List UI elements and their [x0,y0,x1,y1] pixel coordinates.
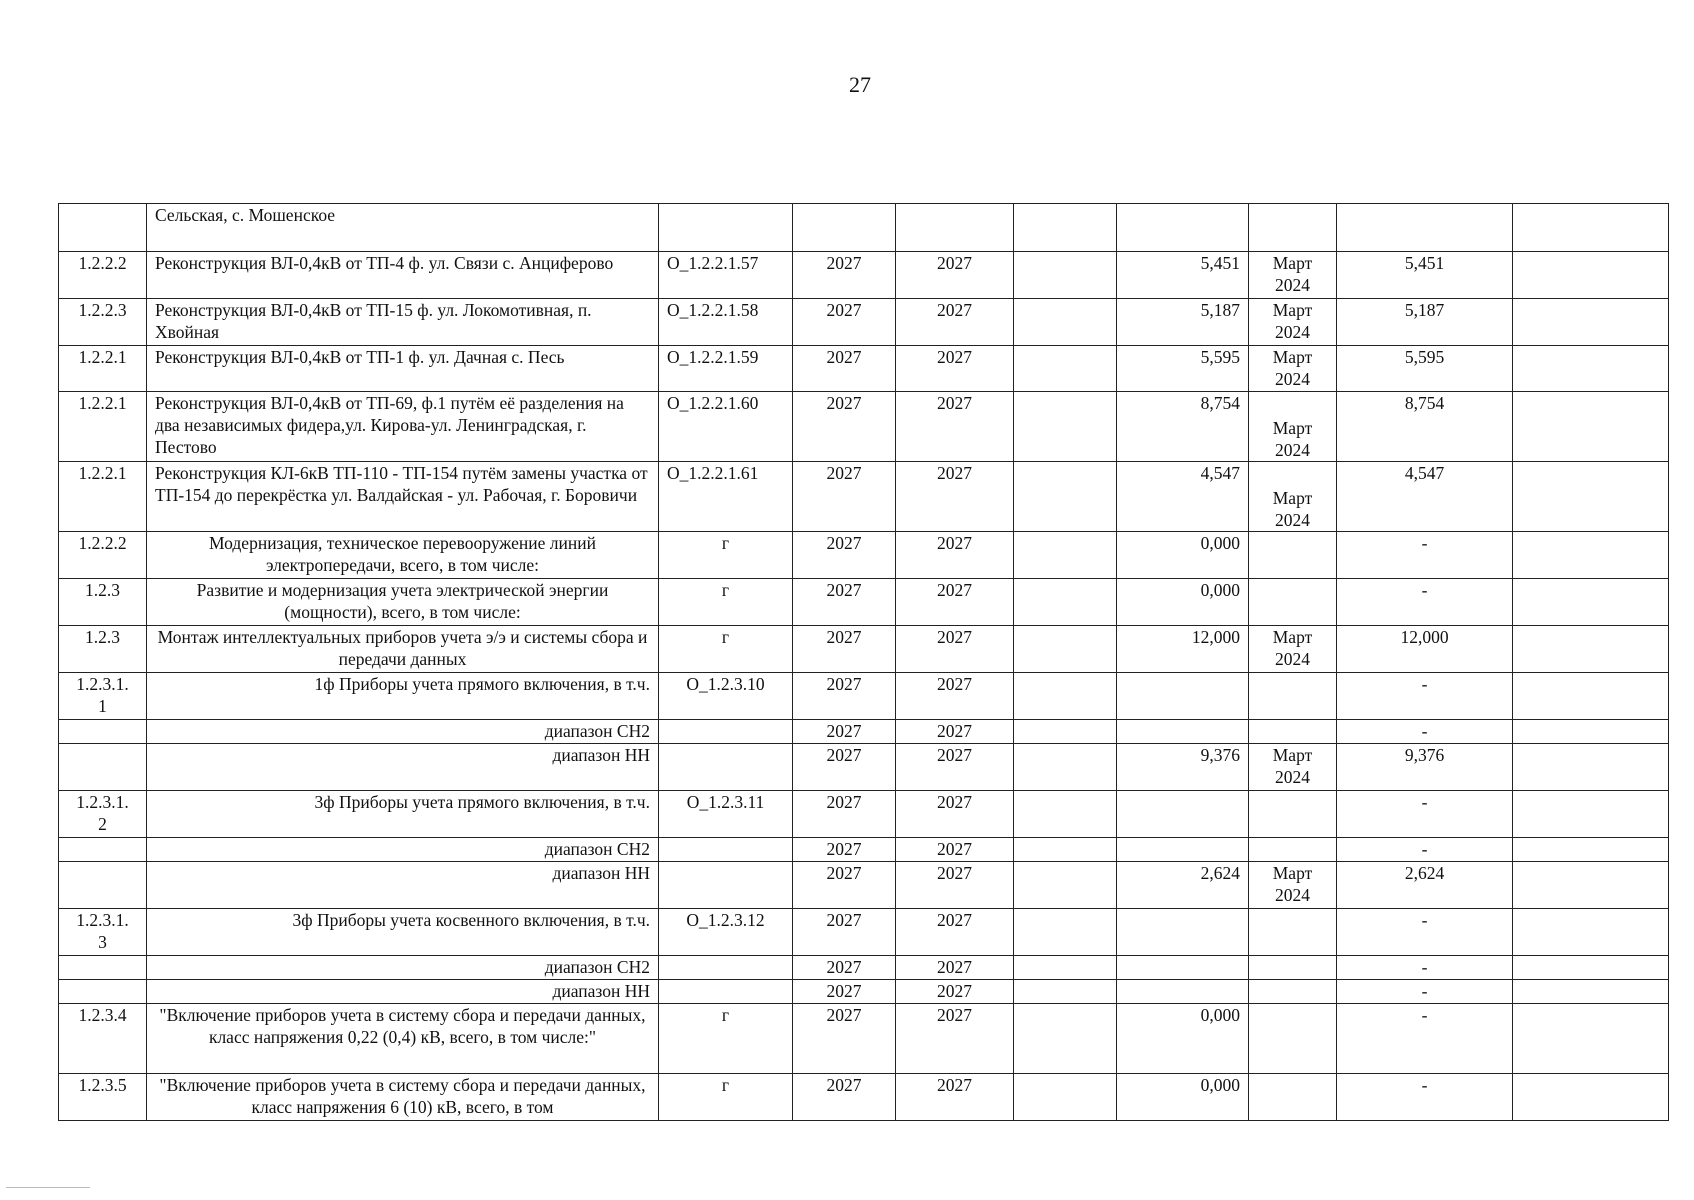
cell-cost: 8,754 [1117,392,1249,462]
cell-end-year: 2027 [896,862,1014,909]
cell-empty [1014,252,1117,299]
cell-project-name: Реконструкция ВЛ-0,4кВ от ТП-15 ф. ул. Локомотивная, п. Хвойная [147,299,659,346]
cell-end-year: 2027 [896,579,1014,626]
cell-project-name: Реконструкция ВЛ-0,4кВ от ТП-4 ф. ул. Связи с. Анциферово [147,252,659,299]
cell-empty [1014,626,1117,673]
cell-item-number [59,838,147,862]
cell-end-year: 2027 [896,346,1014,392]
cell-project-name: диапазон СН2 [147,720,659,744]
cell-price-date [1249,1074,1337,1121]
cell-cost: 12,000 [1117,626,1249,673]
cell-cost: 0,000 [1117,532,1249,579]
cell-project-code: г [659,1004,793,1074]
cell-item-number: 1.2.2.2 [59,532,147,579]
cell-start-year: 2027 [793,1004,896,1074]
cell-empty [1513,299,1669,346]
cell-total: 8,754 [1337,392,1513,462]
cell-project-code: г [659,1074,793,1121]
cell-empty [1513,673,1669,720]
cell-item-number [59,744,147,791]
cell-start-year: 2027 [793,791,896,838]
cell-empty [1014,392,1117,462]
cell-empty [1014,720,1117,744]
table-row [59,462,1669,532]
cell-project-name: Реконструкция ВЛ-0,4кВ от ТП-69, ф.1 путём её разделения на два независимых фидера,ул. Кирова-ул. Ленинградская, г. Пестово [147,392,659,462]
cell-empty [1513,720,1669,744]
cell-end-year: 2027 [896,744,1014,791]
cell-empty [1014,673,1117,720]
cell-project-name: Реконструкция ВЛ-0,4кВ от ТП-1 ф. ул. Дачная с. Песь [147,346,659,392]
cell-total: 4,547 [1337,462,1513,532]
cell-total: - [1337,980,1513,1004]
cell-empty [1014,462,1117,532]
cell-project-name: диапазон СН2 [147,838,659,862]
cell-empty [1513,204,1669,252]
cell-cost: 2,624 [1117,862,1249,909]
cell-project-name: Реконструкция КЛ-6кВ ТП-110 - ТП-154 путём замены участка от ТП-154 до перекрёстка ул. Валдайская - ул. Рабочая, г. Боровичи [147,462,659,532]
table-row [59,909,1669,956]
cell-item-number: 1.2.3.5 [59,1074,147,1121]
cell-cost: 0,000 [1117,579,1249,626]
cell-empty [1014,956,1117,980]
cell-empty [1513,346,1669,392]
cell-empty [1014,204,1117,252]
cell-project-name: "Включение приборов учета в систему сбора и передачи данных, класс напряжения 6 (10) кВ, всего, в том [147,1074,659,1121]
cell-price-date [1249,1004,1337,1074]
cell-project-name: диапазон НН [147,980,659,1004]
table-row [59,346,1669,392]
table-row [59,299,1669,346]
cell-project-code: О_1.2.2.1.59 [659,346,793,392]
cell-start-year: 2027 [793,346,896,392]
cell-item-number [59,956,147,980]
cell-empty [1513,1074,1669,1121]
cell-cost: 0,000 [1117,1004,1249,1074]
cell-item-number: 1.2.3.1. 3 [59,909,147,956]
cell-empty [1014,744,1117,791]
cell-start-year [793,204,896,252]
cell-project-code: О_1.2.3.10 [659,673,793,720]
cell-project-code [659,744,793,791]
cell-project-code [659,204,793,252]
cell-end-year: 2027 [896,956,1014,980]
cell-end-year: 2027 [896,392,1014,462]
cell-empty [1014,346,1117,392]
cell-price-date [1249,956,1337,980]
cell-item-number: 1.2.2.1 [59,392,147,462]
cell-empty [1513,791,1669,838]
cell-project-code: О_1.2.2.1.61 [659,462,793,532]
cell-empty [1513,392,1669,462]
cell-price-date [1249,204,1337,252]
cell-price-date [1249,673,1337,720]
cell-end-year: 2027 [896,909,1014,956]
table-row [59,532,1669,579]
cell-cost [1117,980,1249,1004]
cell-item-number: 1.2.3.1. 2 [59,791,147,838]
cell-item-number: 1.2.3.1. 1 [59,673,147,720]
cell-total: - [1337,791,1513,838]
cell-end-year: 2027 [896,980,1014,1004]
cell-total: 2,624 [1337,862,1513,909]
cell-start-year: 2027 [793,744,896,791]
cell-cost [1117,720,1249,744]
table-row [59,791,1669,838]
cell-total: 5,187 [1337,299,1513,346]
cell-empty [1513,252,1669,299]
cell-empty [1513,1004,1669,1074]
cell-cost [1117,673,1249,720]
cell-project-name: Развитие и модернизация учета электрической энергии (мощности), всего, в том числе: [147,579,659,626]
cell-total: - [1337,956,1513,980]
table-row [59,1074,1669,1121]
cell-item-number: 1.2.2.1 [59,462,147,532]
cell-cost [1117,909,1249,956]
cell-end-year: 2027 [896,462,1014,532]
cell-end-year: 2027 [896,626,1014,673]
cell-end-year: 2027 [896,532,1014,579]
cell-empty [1014,980,1117,1004]
cell-empty [1513,462,1669,532]
cell-price-date: Март 2024 [1249,744,1337,791]
cell-empty [1014,1074,1117,1121]
cell-project-code: О_1.2.2.1.60 [659,392,793,462]
cell-price-date: Март 2024 [1249,252,1337,299]
cell-item-number: 1.2.3.4 [59,1004,147,1074]
cell-total [1337,204,1513,252]
cell-empty [1014,838,1117,862]
table-row [59,862,1669,909]
cell-item-number: 1.2.3 [59,626,147,673]
cell-project-code [659,980,793,1004]
cell-price-date [1249,720,1337,744]
cell-project-code: г [659,626,793,673]
cell-total: - [1337,1074,1513,1121]
cell-cost: 5,451 [1117,252,1249,299]
cell-total: 9,376 [1337,744,1513,791]
cell-total: - [1337,579,1513,626]
cell-price-date [1249,909,1337,956]
cell-project-code: О_1.2.2.1.57 [659,252,793,299]
table-body [59,204,1669,1121]
table-row [59,838,1669,862]
cell-empty [1513,862,1669,909]
cell-start-year: 2027 [793,720,896,744]
cell-cost: 5,595 [1117,346,1249,392]
cell-item-number [59,980,147,1004]
cell-project-name: Монтаж интеллектуальных приборов учета э/э и системы сбора и передачи данных [147,626,659,673]
cell-project-name: 1ф Приборы учета прямого включения, в т.ч. [147,673,659,720]
cell-total: - [1337,720,1513,744]
cell-project-name: 3ф Приборы учета косвенного включения, в т.ч. [147,909,659,956]
cell-end-year: 2027 [896,299,1014,346]
cell-cost [1117,791,1249,838]
cell-project-code: О_1.2.3.11 [659,791,793,838]
cell-start-year: 2027 [793,862,896,909]
cell-project-name: диапазон НН [147,744,659,791]
cell-price-date [1249,791,1337,838]
cell-cost [1117,838,1249,862]
cell-empty [1513,909,1669,956]
table-row [59,1004,1669,1074]
cell-end-year: 2027 [896,720,1014,744]
investment-table [58,203,1669,1121]
cell-cost: 9,376 [1117,744,1249,791]
cell-empty [1513,744,1669,791]
cell-cost [1117,956,1249,980]
cell-price-date [1249,980,1337,1004]
cell-start-year: 2027 [793,980,896,1004]
cell-total: - [1337,1004,1513,1074]
cell-end-year: 2027 [896,673,1014,720]
cell-total: - [1337,909,1513,956]
cell-project-name: диапазон НН [147,862,659,909]
table-row [59,252,1669,299]
cell-start-year: 2027 [793,532,896,579]
cell-total: - [1337,532,1513,579]
cell-total: - [1337,838,1513,862]
cell-project-code [659,838,793,862]
cell-item-number [59,204,147,252]
cell-end-year: 2027 [896,791,1014,838]
cell-empty [1513,956,1669,980]
cell-project-code: О_1.2.3.12 [659,909,793,956]
cell-project-name: Сельская, с. Мошенское [147,204,659,252]
cell-price-date [1249,838,1337,862]
cell-empty [1513,579,1669,626]
cell-price-date: Март 2024 [1249,392,1337,462]
cell-start-year: 2027 [793,392,896,462]
cell-empty [1513,532,1669,579]
cell-empty [1014,299,1117,346]
cell-start-year: 2027 [793,909,896,956]
cell-start-year: 2027 [793,252,896,299]
cell-price-date [1249,579,1337,626]
cell-cost: 0,000 [1117,1074,1249,1121]
table-row [59,204,1669,252]
table-row [59,720,1669,744]
cell-project-name: диапазон СН2 [147,956,659,980]
page-edge-rule [6,1187,90,1188]
cell-start-year: 2027 [793,299,896,346]
cell-start-year: 2027 [793,673,896,720]
cell-empty [1513,626,1669,673]
cell-cost: 4,547 [1117,462,1249,532]
cell-project-code [659,720,793,744]
cell-price-date [1249,532,1337,579]
cell-end-year: 2027 [896,1004,1014,1074]
cell-price-date: Март 2024 [1249,299,1337,346]
cell-empty [1513,980,1669,1004]
cell-project-code: г [659,579,793,626]
cell-empty [1014,579,1117,626]
cell-item-number: 1.2.2.3 [59,299,147,346]
cell-project-name: Модернизация, техническое перевооружение линий электропередачи, всего, в том числе: [147,532,659,579]
cell-start-year: 2027 [793,956,896,980]
cell-empty [1014,791,1117,838]
cell-price-date: Март 2024 [1249,346,1337,392]
cell-end-year: 2027 [896,1074,1014,1121]
cell-item-number [59,720,147,744]
cell-start-year: 2027 [793,626,896,673]
table-row [59,626,1669,673]
cell-end-year: 2027 [896,252,1014,299]
table-row [59,579,1669,626]
cell-project-code: г [659,532,793,579]
cell-price-date: Март 2024 [1249,862,1337,909]
cell-project-code: О_1.2.2.1.58 [659,299,793,346]
cell-project-code [659,956,793,980]
cell-total: - [1337,673,1513,720]
cell-item-number: 1.2.2.1 [59,346,147,392]
cell-project-code [659,862,793,909]
cell-empty [1513,838,1669,862]
page-number: 27 [849,72,871,97]
cell-item-number [59,862,147,909]
cell-total: 12,000 [1337,626,1513,673]
cell-item-number: 1.2.3 [59,579,147,626]
cell-cost: 5,187 [1117,299,1249,346]
cell-project-name: 3ф Приборы учета прямого включения, в т.ч. [147,791,659,838]
cell-cost [1117,204,1249,252]
cell-empty [1014,532,1117,579]
cell-price-date: Март 2024 [1249,462,1337,532]
cell-end-year: 2027 [896,838,1014,862]
cell-start-year: 2027 [793,462,896,532]
cell-start-year: 2027 [793,1074,896,1121]
cell-item-number: 1.2.2.2 [59,252,147,299]
cell-start-year: 2027 [793,579,896,626]
table-row [59,744,1669,791]
table-row [59,980,1669,1004]
cell-end-year [896,204,1014,252]
table-row [59,392,1669,462]
cell-project-name: "Включение приборов учета в систему сбора и передачи данных, класс напряжения 0,22 (0,4) кВ, всего, в том числе:" [147,1004,659,1074]
cell-total: 5,451 [1337,252,1513,299]
table-row [59,673,1669,720]
cell-empty [1014,862,1117,909]
table-row [59,956,1669,980]
cell-empty [1014,909,1117,956]
cell-empty [1014,1004,1117,1074]
cell-total: 5,595 [1337,346,1513,392]
cell-start-year: 2027 [793,838,896,862]
cell-price-date: Март 2024 [1249,626,1337,673]
